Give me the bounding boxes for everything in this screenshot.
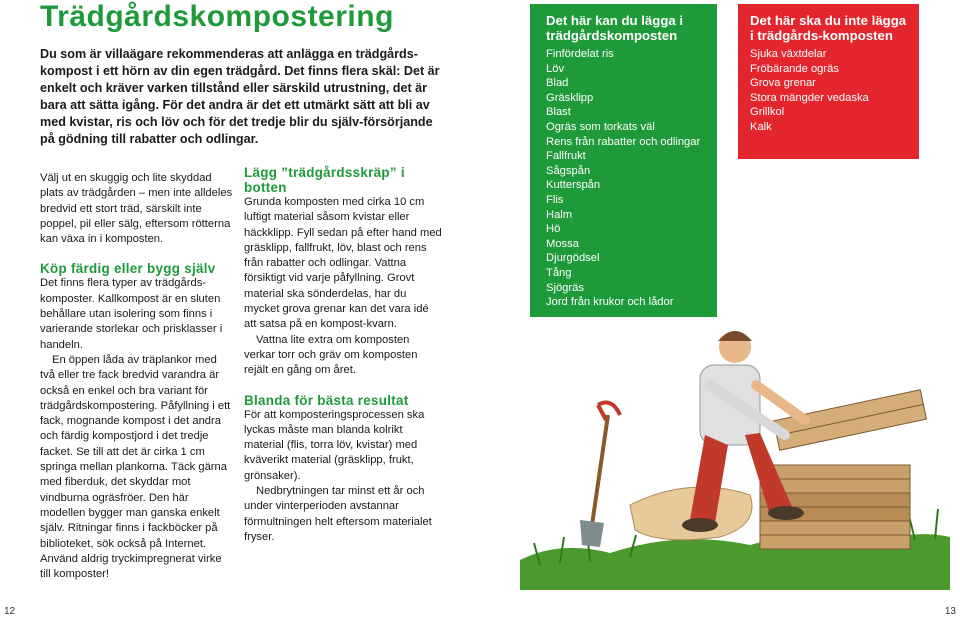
allowed-list-item: Finfördelat ris [546, 48, 614, 60]
allowed-list-item: Ogräs som torkats väl [546, 120, 655, 133]
intro-text: Du som är villaägare rekommenderas att anlägga en trädgårds-kompost i ett hörn av din egen trädgård. Det finns flera skäl: Det är enkelt och kräver varken tillstånd eller särskild utrustning, det är bara att sätta igång. För det andra är det ett utmärkt sätt att bli av med kvistar, ris och löv och för det tredje blir du själv-försörjande på gödning till rabatter och odlingar. [40, 47, 440, 146]
forbidden-list-item: Grova grenar [750, 77, 816, 90]
section-heading-bottom-layer: Lägg ”trädgårdsskräp” i botten [244, 165, 405, 195]
allowed-list-item: Sjögräs [546, 281, 584, 294]
allowed-list-item: Djurgödsel [546, 252, 600, 265]
forbidden-items-heading: Det här ska du inte lägga i trädgårds-komposten [750, 13, 907, 43]
allowed-items-box [530, 4, 717, 317]
compost-types-paragraph: Det finns flera typer av trädgårds-komposter. Kallkompost är en sluten behållare utan isolering som finns i varierande storlekar och prisklasser i handeln. [40, 277, 223, 351]
watering-paragraph: Vattna lite extra om komposten verkar torr och gräv om komposten rejält en gång om året. [244, 333, 418, 377]
page-number-right: 13 [944, 606, 956, 617]
page-number-left: 12 [4, 606, 16, 617]
allowed-items-list [546, 47, 707, 310]
allowed-list-item: Mossa [546, 237, 579, 250]
allowed-list-item: Hö [546, 223, 561, 236]
allowed-list-item: Gräsklipp [546, 91, 594, 104]
forbidden-list-item: Sjuka växtdelar [750, 48, 827, 60]
allowed-list-item: Sågspån [546, 164, 591, 177]
section-heading-buy-or-build: Köp färdig eller bygg själv [40, 261, 216, 277]
forbidden-items-box [738, 4, 919, 159]
gardener-compost-illustration [520, 325, 950, 590]
forbidden-list-item: Fröbärande ogräs [750, 62, 839, 75]
placement-paragraph: Välj ut en skuggig och lite skyddad plats av trädgården – men inte alldeles bredvid ett stort träd, särskilt inte poppel, pil eller sälg, eftersom rötterna kan växa in i komposten. [40, 172, 233, 246]
allowed-items-heading: Det här kan du lägga i trädgårdskomposten [546, 13, 684, 43]
wooden-box-paragraph: En öppen låda av träplankor med två eller tre fack bredvid varandra är också en enkel och bra variant för trädgårdskompostering. Påfyllning i ett fack, mognande kompost i det andra och färdig kompostjord i det tredje facket. Se till att det är cirka 1 cm springa mellan plankorna. Täck gärna med fiberduk, det skyddar mot vindburna ogräsfröer. Den här modellen bygger man ganska enkelt själv. Ritningar finns i fackböcker på biblioteket, sök också på Internet. Använd aldrig tryckimpregnerat virke till komposter! [40, 353, 231, 581]
text-column-left [40, 171, 234, 582]
allowed-list-item: Blast [546, 106, 571, 119]
bottom-layer-paragraph: Grunda komposten med cirka 10 cm luftigt material såsom kvistar eller häckklipp. Fyll sedan på efter hand med gräsklipp, fallfrukt, löv, blast och rens från rabatter och odlingar. Vattna försiktigt vid varje påfyllning. Grovt material ska sönderdelas, har du mycket grova grenar kan det vara idé att satsa på en kompost-kvarn. [244, 196, 442, 331]
forbidden-items-list [750, 47, 909, 135]
allowed-list-item: Halm [546, 208, 573, 221]
forbidden-list-item: Stora mängder vedaska [750, 91, 869, 104]
mix-paragraph: För att komposteringsprocessen ska lyckas måste man blanda kolrikt material (flis, torra löv, kvistar) med kväverikt material (gräsklipp, frukt, grönsaker). [244, 408, 425, 482]
allowed-list-item: Rens från rabatter och odlingar [546, 135, 701, 148]
allowed-list-item: Flis [546, 193, 564, 206]
section-heading-mix: Blanda för bästa resultat [244, 392, 409, 408]
allowed-list-item: Tång [546, 266, 572, 279]
forbidden-list-item: Kalk [750, 120, 772, 133]
allowed-list-item: Fallfrukt [546, 150, 586, 163]
allowed-list-item: Kutterspån [546, 179, 601, 192]
allowed-list-item: Blad [546, 77, 569, 90]
page-title: Trädgårdskompostering [40, 0, 394, 33]
text-column-middle [244, 165, 442, 545]
decomposition-paragraph: Nedbrytningen tar minst ett år och under vinterperioden avstannar förmultningen helt eftersom materialet fryser. [244, 485, 432, 543]
forbidden-list-item: Grillkol [750, 106, 785, 119]
allowed-list-item: Jord från krukor och lådor [546, 296, 674, 309]
spade-icon [580, 403, 620, 547]
allowed-list-item: Löv [546, 62, 565, 75]
